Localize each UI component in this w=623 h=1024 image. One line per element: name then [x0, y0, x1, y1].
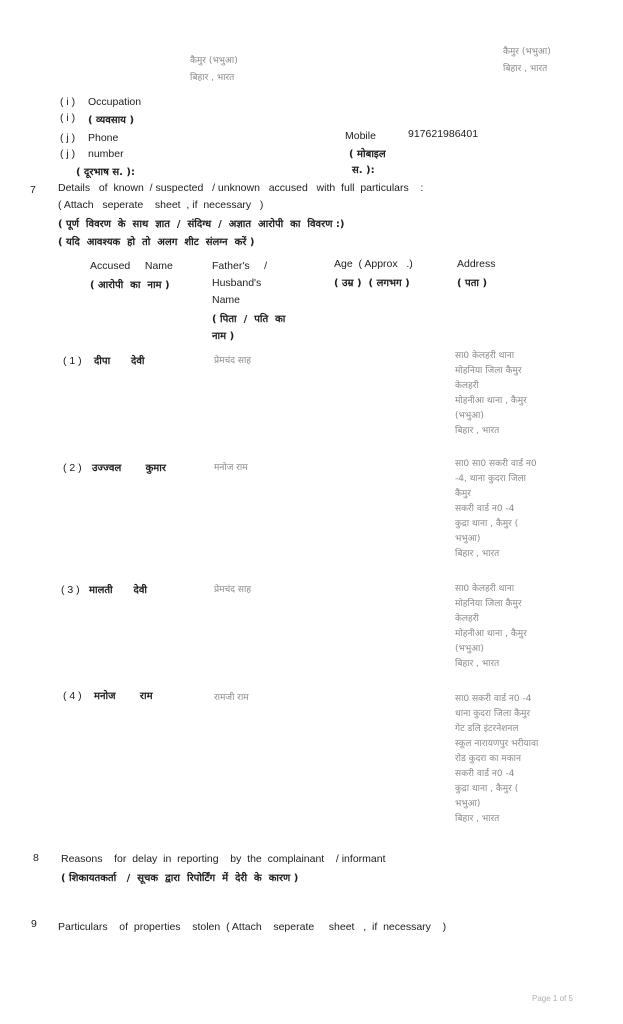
- row-4-address-line: सा0 सकरी वार्ड न0 -4: [455, 694, 532, 704]
- row-1-address-line: बिहार , भारत: [455, 426, 500, 436]
- row-1-address-line: सा0 केलहरी थाना: [455, 351, 515, 361]
- row-1-address-line: मोहनीआ थाना , कैमुर: [455, 396, 527, 406]
- row-2-address-line: कैमुर: [455, 489, 471, 499]
- row-3-address-line: बिहार , भारत: [455, 659, 500, 669]
- row-1-address-line: मोहनिया जिला कैमुर: [455, 366, 522, 376]
- phone-number-index: ( j ): [60, 132, 76, 144]
- row-4-accused-name: मनोज राम: [94, 691, 153, 702]
- row-4-number: ( 4 ): [63, 690, 82, 702]
- row-3-address-line: केलहरी: [455, 614, 479, 624]
- row-3-address-line: (भभुआ): [455, 644, 484, 654]
- col-father-line2: Husband's: [212, 277, 262, 289]
- row-2-address: [455, 457, 585, 562]
- row-2-accused-name: उज्ज्वल कुमार: [92, 463, 166, 474]
- col-address: Address: [457, 258, 496, 270]
- mobile-label-hi: ( मोबाइल: [349, 149, 386, 160]
- col-accused-name: Accused Name: [90, 260, 173, 272]
- section-9-title: Particulars of properties stolen ( Attach seperate sheet , if necessary ): [58, 921, 447, 933]
- row-4-address-line: सकरी वार्ड न0 -4: [455, 769, 515, 779]
- row-4-address-line: बिहार , भारत: [455, 814, 500, 824]
- row-4-address-line: थाना कुदरा जिला कैमुर: [455, 709, 531, 719]
- row-4-address-line: कुद्रा थाना , कैमुर (: [455, 784, 519, 794]
- col-age: Age ( Approx .): [334, 258, 413, 270]
- phone-label: Phone: [88, 132, 119, 144]
- row-3-address-line: मोहनीआ थाना , कैमुर: [455, 629, 527, 639]
- col-accused-name-hi: ( आरोपी का नाम ): [90, 280, 170, 291]
- mobile-value: 917621986401: [408, 128, 479, 140]
- section-7-title-hi: ( पूर्ण विवरण के साथ ज्ञात / संदिग्ध / अज्ञात आरोपी का विवरण :): [58, 219, 345, 230]
- row-3-accused-name: मालती देवी: [89, 585, 147, 596]
- header-address-right-line2: बिहार , भारत: [503, 64, 548, 74]
- section-8-number: 8: [33, 852, 39, 864]
- col-father-line3: Name: [212, 294, 241, 306]
- row-3-father-name: प्रेमचंद साह: [214, 585, 252, 595]
- row-1-address-line: केलहरी: [455, 381, 479, 391]
- mobile-label: Mobile: [345, 130, 376, 142]
- row-3-address: [455, 582, 585, 672]
- occupation-label: Occupation: [88, 96, 142, 108]
- col-address-hi: ( पता ): [457, 278, 488, 289]
- phone-label-hi: ( दूरभाष स. ):: [76, 167, 135, 178]
- col-father-hi-2: नाम ): [212, 331, 235, 342]
- col-father-line1: Father's /: [212, 260, 268, 272]
- row-1-address: [455, 349, 585, 439]
- occupation-number: ( i ): [60, 96, 76, 108]
- section-7-number: 7: [30, 184, 36, 196]
- row-2-number: ( 2 ): [63, 462, 82, 474]
- mobile-label-hi-2: स. ):: [352, 165, 375, 176]
- row-1-address-line: (भभुआ): [455, 411, 484, 421]
- row-4-father-name: रामजी राम: [214, 693, 249, 703]
- header-address-left-line1: कैमुर (भभुआ): [190, 56, 238, 66]
- header-address-left-line2: बिहार , भारत: [190, 73, 235, 83]
- occupation-number-hi: ( i ): [60, 112, 76, 124]
- section-7-title: Details of known / suspected / unknown accused with full particulars :: [58, 182, 424, 194]
- row-1-accused-name: दीपा देवी: [94, 356, 145, 367]
- row-2-address-line: -4, थाना कुदरा जिला: [455, 474, 526, 484]
- occupation-label-hi: ( व्यवसाय ): [88, 115, 135, 126]
- row-3-number: ( 3 ): [61, 584, 80, 596]
- row-2-address-line: सकरी वार्ड न0 -4: [455, 504, 515, 514]
- phone-label-number: number: [88, 148, 124, 160]
- row-2-address-line: भभुआ): [455, 534, 481, 544]
- section-7-attach-note-hi: ( यदि आवश्यक हो तो अलग शीट संलग्न करें ): [58, 237, 255, 248]
- row-2-address-line: बिहार , भारत: [455, 549, 500, 559]
- row-1-number: ( 1 ): [63, 355, 82, 367]
- section-7-attach-note: ( Attach seperate sheet , if necessary ): [58, 199, 264, 211]
- row-2-father-name: मनोज राम: [214, 463, 248, 473]
- row-4-address-line: गेट डलि इंटरनेशनल: [455, 724, 519, 734]
- row-2-address-line: कुद्रा थाना , कैमुर (: [455, 519, 519, 529]
- row-4-address-line: रोड कुदरा का मकान: [455, 754, 521, 764]
- phone-number-index-2: ( j ): [60, 148, 76, 160]
- section-9-number: 9: [31, 918, 37, 930]
- row-2-address-line: सा0 सा0 सकरी वार्ड न0: [455, 459, 537, 469]
- section-8-title: Reasons for delay in reporting by the complainant / informant: [61, 853, 386, 865]
- row-3-address-line: मोहनिया जिला कैमुर: [455, 599, 522, 609]
- row-3-address-line: सा0 केलहरी थाना: [455, 584, 515, 594]
- col-age-hi: ( उम्र ) ( लगभग ): [334, 278, 410, 289]
- section-8-title-hi: ( शिकायतकर्ता / सूचक द्वारा रिपोर्टिंग में देरी के कारण ): [61, 873, 299, 884]
- row-4-address-line: स्कूल नारायणपुर भरीयावा: [455, 739, 539, 749]
- row-4-address: [455, 692, 585, 827]
- col-father-hi-1: ( पिता / पति का: [212, 314, 286, 325]
- header-address-right-line1: कैमुर (भभुआ): [503, 47, 551, 57]
- page-number: Page 1 of 5: [532, 994, 573, 1003]
- row-1-father-name: प्रेमचंद साह: [214, 356, 252, 366]
- row-4-address-line: भभुआ): [455, 799, 481, 809]
